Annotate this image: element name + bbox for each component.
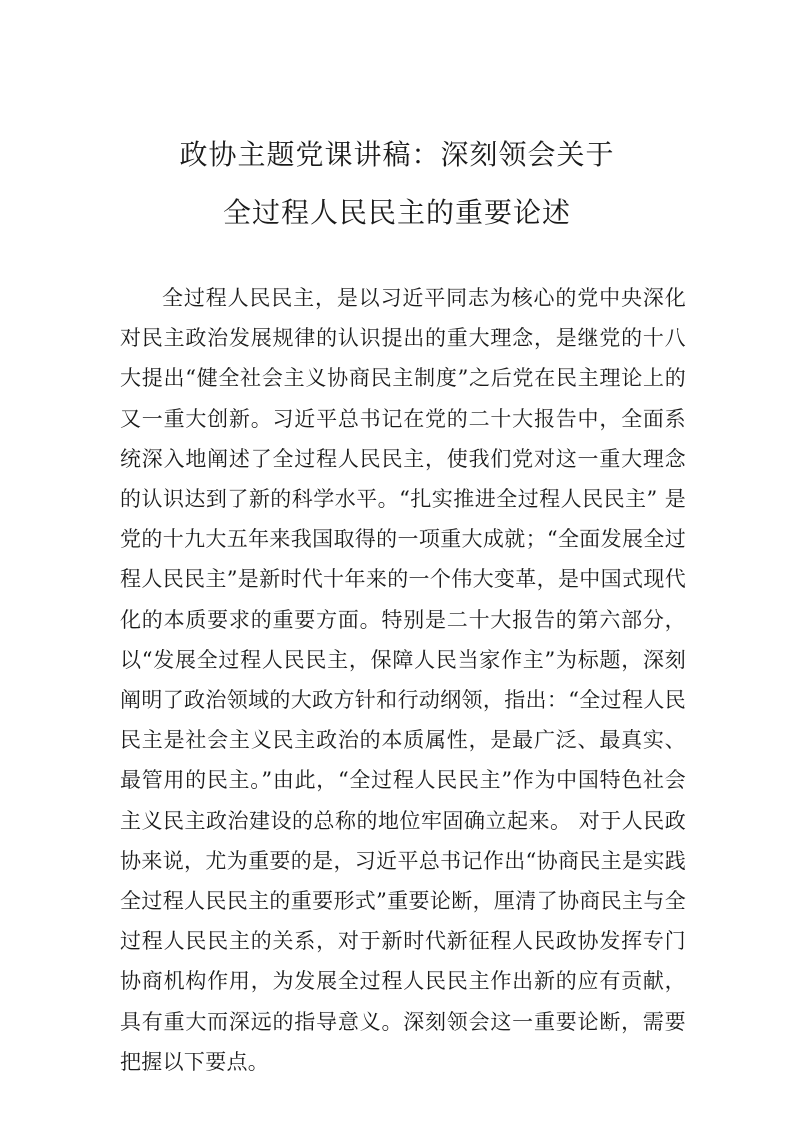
title-line-1: 政协主题党课讲稿：深刻领会关于: [179, 138, 615, 171]
title-line-2: 全过程人民民主的重要论述: [222, 196, 571, 229]
document-title: [0, 126, 794, 242]
body-paragraph: 全过程人民民主，是以习近平同志为核心的党中央深化对民主政治发展规律的认识提出的重大理念，是继党的十八大提出“健全社会主义协商民主制度”之后党在民主理论上的又一重大创新。习近平总书记在党的二十大报告中，全面系统深入地阐述了全过程人民民主，使我们党对这一重大理念的认识达到了新的科学水平。“扎实推进全过程人民民主” 是党的十九大五年来我国取得的一项重大成就；“全面发展全过程人民民主”是新时代十年来的一个伟大变革，是中国式现代化的本质要求的重要方面。特别是二十大报告的第六部分，以“发展全过程人民民主，保障人民当家作主”为标题，深刻阐明了政治领域的大政方针和行动纲领，指出：“全过程人民民主是社会主义民主政治的本质属性，是最广泛、最真实、最管用的民主。”由此，“全过程人民民主”作为中国特色社会主义民主政治建设的总称的地位牢固确立起来。 对于人民政协来说，尤为重要的是，习近平总书记作出“协商民主是实践全过程人民民主的重要形式”重要论断，厘清了协商民主与全过程人民民主的关系，对于新时代新征程人民政协发挥专门协商机构作用，为发展全过程人民民主作出新的应有贡献，具有重大而深远的指导意义。深刻领会这一重要论断，需要把握以下要点。: [120, 286, 686, 1074]
